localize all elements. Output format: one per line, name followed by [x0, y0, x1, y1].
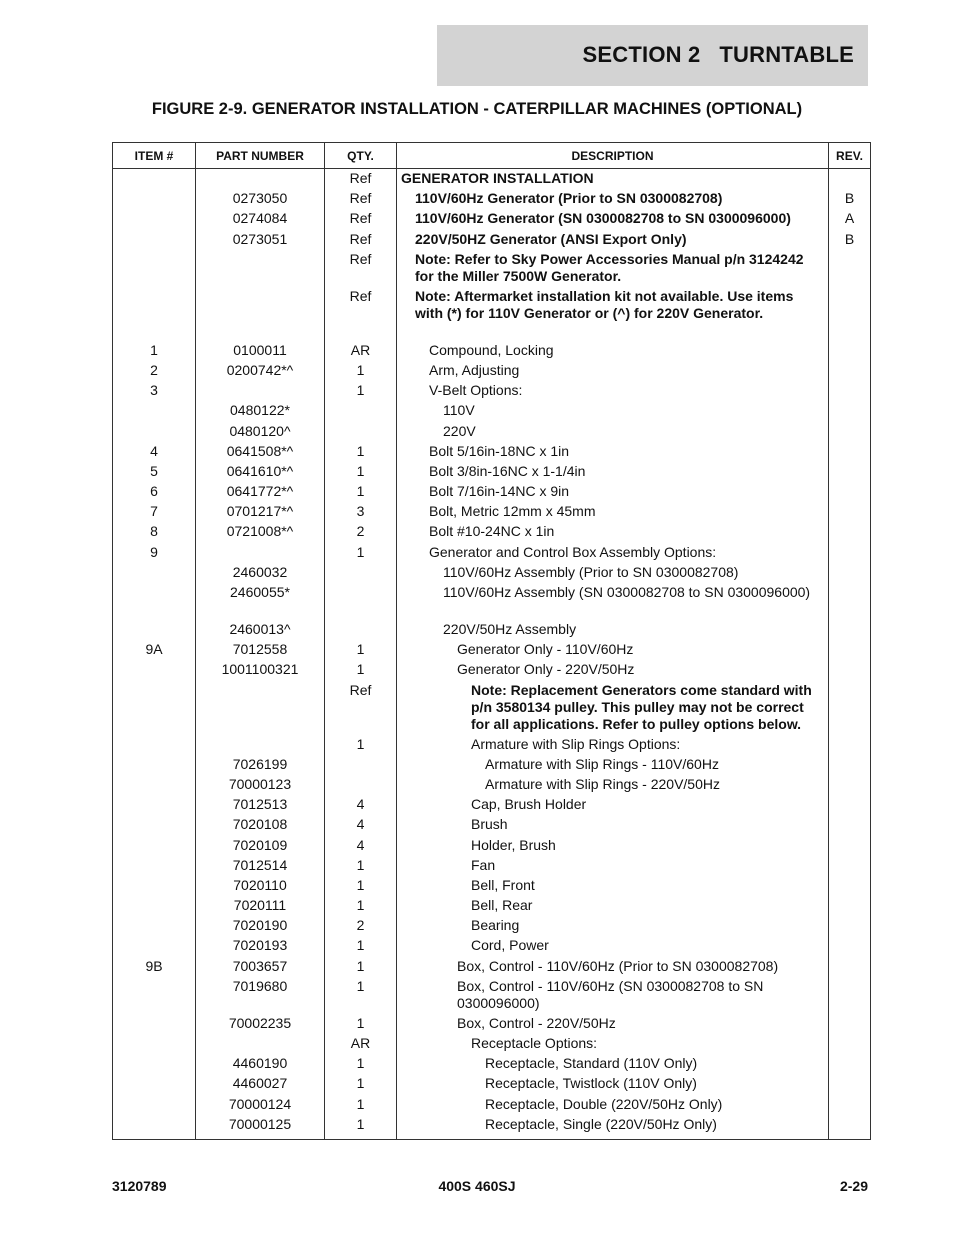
- column-header-part-number: PART NUMBER: [196, 143, 325, 169]
- item-number-cell: [113, 661, 196, 681]
- table-row: [113, 402, 871, 422]
- part-number-cell: 1001100321: [196, 661, 325, 681]
- item-number-cell: [113, 857, 196, 877]
- quantity-cell: 1: [325, 736, 397, 756]
- table-row: [113, 837, 871, 857]
- description-cell: Receptacle, Standard (110V Only): [397, 1055, 829, 1075]
- table-row: [113, 251, 871, 288]
- description-cell: Receptacle Options:: [397, 1035, 829, 1055]
- part-number-cell: 7020111: [196, 897, 325, 917]
- figure-title: FIGURE 2-9. GENERATOR INSTALLATION - CATERPILLAR MACHINES (OPTIONAL): [151, 100, 803, 118]
- quantity-cell: Ref: [325, 210, 397, 230]
- description-cell: Bolt 7/16in-14NC x 9in: [397, 483, 829, 503]
- part-number-cell: 7020193: [196, 937, 325, 957]
- description-cell: 110V/60Hz Generator (Prior to SN 0300082708): [397, 190, 829, 210]
- revision-cell: [829, 897, 871, 917]
- quantity-cell: 1: [325, 443, 397, 463]
- quantity-cell: Ref: [325, 190, 397, 210]
- part-number-cell: 0274084: [196, 210, 325, 230]
- description-cell: Brush: [397, 816, 829, 836]
- revision-cell: [829, 917, 871, 937]
- quantity-cell: AR: [325, 1035, 397, 1055]
- description-cell: Bell, Front: [397, 877, 829, 897]
- part-number-cell: 0200742*^: [196, 362, 325, 382]
- part-number-cell: 4460190: [196, 1055, 325, 1075]
- quantity-cell: Ref: [325, 251, 397, 288]
- revision-cell: [829, 523, 871, 543]
- quantity-cell: [325, 564, 397, 584]
- description-cell: 110V/60Hz Assembly (SN 0300082708 to SN 0300096000): [397, 584, 829, 621]
- table-row: [113, 1055, 871, 1075]
- revision-cell: [829, 816, 871, 836]
- description-cell: Cord, Power: [397, 937, 829, 957]
- revision-cell: [829, 776, 871, 796]
- description-cell: 110V: [397, 402, 829, 422]
- quantity-cell: Ref: [325, 231, 397, 251]
- part-number-cell: 2460055*: [196, 584, 325, 621]
- revision-cell: [829, 342, 871, 362]
- revision-cell: [829, 1116, 871, 1140]
- quantity-cell: 1: [325, 661, 397, 681]
- part-number-cell: 0480122*: [196, 402, 325, 422]
- description-cell: Bolt #10-24NC x 1in: [397, 523, 829, 543]
- description-cell: Note: Aftermarket installation kit not available. Use items with (*) for 110V Generator or (^) for 220V Generator.: [397, 288, 829, 342]
- revision-cell: [829, 402, 871, 422]
- description-cell: Generator Only - 110V/60Hz: [397, 641, 829, 661]
- part-number-cell: 0641772*^: [196, 483, 325, 503]
- description-cell: Generator and Control Box Assembly Options:: [397, 544, 829, 564]
- item-number-cell: [113, 402, 196, 422]
- revision-cell: [829, 756, 871, 776]
- quantity-cell: 1: [325, 1015, 397, 1035]
- quantity-cell: 2: [325, 917, 397, 937]
- revision-cell: B: [829, 190, 871, 210]
- parts-table-body: [113, 169, 871, 1140]
- item-number-cell: [113, 736, 196, 756]
- revision-cell: [829, 288, 871, 342]
- description-cell: Armature with Slip Rings - 220V/50Hz: [397, 776, 829, 796]
- revision-cell: [829, 544, 871, 564]
- item-number-cell: 2: [113, 362, 196, 382]
- footer-manual-number: 3120789: [112, 1178, 167, 1194]
- column-header-qty: QTY.: [325, 143, 397, 169]
- table-row: [113, 1096, 871, 1116]
- item-number-cell: [113, 621, 196, 641]
- item-number-cell: 9B: [113, 958, 196, 978]
- table-row: [113, 756, 871, 776]
- part-number-cell: [196, 544, 325, 564]
- item-number-cell: [113, 564, 196, 584]
- table-row: [113, 463, 871, 483]
- table-row: [113, 958, 871, 978]
- item-number-cell: [113, 1075, 196, 1095]
- part-number-cell: 7012513: [196, 796, 325, 816]
- table-row: [113, 776, 871, 796]
- quantity-cell: 1: [325, 877, 397, 897]
- part-number-cell: 4460027: [196, 1075, 325, 1095]
- item-number-cell: 7: [113, 503, 196, 523]
- part-number-cell: 7019680: [196, 978, 325, 1015]
- quantity-cell: 1: [325, 362, 397, 382]
- quantity-cell: [325, 621, 397, 641]
- description-cell: V-Belt Options:: [397, 382, 829, 402]
- revision-cell: [829, 1015, 871, 1035]
- revision-cell: [829, 621, 871, 641]
- part-number-cell: 7026199: [196, 756, 325, 776]
- table-row: [113, 978, 871, 1015]
- item-number-cell: [113, 796, 196, 816]
- quantity-cell: 1: [325, 463, 397, 483]
- revision-cell: [829, 1055, 871, 1075]
- item-number-cell: [113, 978, 196, 1015]
- revision-cell: [829, 736, 871, 756]
- part-number-cell: 0721008*^: [196, 523, 325, 543]
- item-number-cell: 6: [113, 483, 196, 503]
- item-number-cell: [113, 288, 196, 342]
- part-number-cell: 7020190: [196, 917, 325, 937]
- description-cell: Box, Control - 110V/60Hz (Prior to SN 0300082708): [397, 958, 829, 978]
- revision-cell: [829, 796, 871, 816]
- footer-model: 400S 460SJ: [438, 1178, 516, 1194]
- part-number-cell: [196, 682, 325, 736]
- quantity-cell: 3: [325, 503, 397, 523]
- quantity-cell: 1: [325, 1116, 397, 1140]
- table-row: [113, 362, 871, 382]
- parts-table: [112, 142, 871, 1140]
- description-cell: 220V/50HZ Generator (ANSI Export Only): [397, 231, 829, 251]
- item-number-cell: [113, 169, 196, 191]
- part-number-cell: 70002235: [196, 1015, 325, 1035]
- part-number-cell: 7020108: [196, 816, 325, 836]
- revision-cell: [829, 1075, 871, 1095]
- table-row: [113, 1075, 871, 1095]
- quantity-cell: 1: [325, 897, 397, 917]
- quantity-cell: 1: [325, 382, 397, 402]
- item-number-cell: 5: [113, 463, 196, 483]
- column-header-description: DESCRIPTION: [397, 143, 829, 169]
- item-number-cell: [113, 877, 196, 897]
- table-row: [113, 816, 871, 836]
- part-number-cell: [196, 382, 325, 402]
- revision-cell: [829, 682, 871, 736]
- part-number-cell: 0100011: [196, 342, 325, 362]
- part-number-cell: 0273050: [196, 190, 325, 210]
- table-row: [113, 917, 871, 937]
- table-row: [113, 1015, 871, 1035]
- table-header-row: [113, 143, 871, 169]
- quantity-cell: 1: [325, 1096, 397, 1116]
- item-number-cell: [113, 776, 196, 796]
- table-row: [113, 1116, 871, 1140]
- table-row: [113, 877, 871, 897]
- description-cell: 220V: [397, 423, 829, 443]
- quantity-cell: [325, 776, 397, 796]
- table-row: [113, 342, 871, 362]
- item-number-cell: 8: [113, 523, 196, 543]
- quantity-cell: 4: [325, 837, 397, 857]
- section-header: [437, 25, 868, 86]
- description-cell: GENERATOR INSTALLATION: [397, 169, 829, 191]
- item-number-cell: [113, 210, 196, 230]
- description-cell: Bolt, Metric 12mm x 45mm: [397, 503, 829, 523]
- quantity-cell: 1: [325, 544, 397, 564]
- table-row: [113, 190, 871, 210]
- item-number-cell: 3: [113, 382, 196, 402]
- item-number-cell: 4: [113, 443, 196, 463]
- column-header-rev: REV.: [829, 143, 871, 169]
- revision-cell: [829, 958, 871, 978]
- description-cell: Bearing: [397, 917, 829, 937]
- item-number-cell: [113, 190, 196, 210]
- part-number-cell: 0701217*^: [196, 503, 325, 523]
- table-row: [113, 483, 871, 503]
- item-number-cell: [113, 816, 196, 836]
- description-cell: Bolt 3/8in-16NC x 1-1/4in: [397, 463, 829, 483]
- part-number-cell: 70000124: [196, 1096, 325, 1116]
- quantity-cell: [325, 584, 397, 621]
- revision-cell: [829, 978, 871, 1015]
- table-row: [113, 641, 871, 661]
- part-number-cell: 2460013^: [196, 621, 325, 641]
- part-number-cell: [196, 1035, 325, 1055]
- item-number-cell: [113, 897, 196, 917]
- footer-page-number: 2-29: [839, 1178, 868, 1194]
- item-number-cell: [113, 837, 196, 857]
- table-row: [113, 503, 871, 523]
- description-cell: Note: Replacement Generators come standard with p/n 3580134 pulley. This pulley may not be correct for all applications. Refer to pulley options below.: [397, 682, 829, 736]
- revision-cell: [829, 362, 871, 382]
- table-row: [113, 796, 871, 816]
- part-number-cell: [196, 251, 325, 288]
- table-row: [113, 443, 871, 463]
- revision-cell: [829, 937, 871, 957]
- part-number-cell: 0641610*^: [196, 463, 325, 483]
- item-number-cell: [113, 1055, 196, 1075]
- description-cell: 220V/50Hz Assembly: [397, 621, 829, 641]
- table-row: [113, 621, 871, 641]
- description-cell: Receptacle, Double (220V/50Hz Only): [397, 1096, 829, 1116]
- description-cell: Note: Refer to Sky Power Accessories Manual p/n 3124242 for the Miller 7500W Generator.: [397, 251, 829, 288]
- revision-cell: [829, 641, 871, 661]
- item-number-cell: [113, 756, 196, 776]
- part-number-cell: 0273051: [196, 231, 325, 251]
- item-number-cell: [113, 1015, 196, 1035]
- section-title: SECTION 2 TURNTABLE: [582, 42, 854, 67]
- item-number-cell: [113, 682, 196, 736]
- item-number-cell: [113, 251, 196, 288]
- revision-cell: [829, 1035, 871, 1055]
- part-number-cell: 7012514: [196, 857, 325, 877]
- revision-cell: [829, 857, 871, 877]
- item-number-cell: 1: [113, 342, 196, 362]
- description-cell: 110V/60Hz Assembly (Prior to SN 0300082708): [397, 564, 829, 584]
- item-number-cell: [113, 423, 196, 443]
- quantity-cell: 1: [325, 958, 397, 978]
- description-cell: Compound, Locking: [397, 342, 829, 362]
- revision-cell: [829, 443, 871, 463]
- table-row: [113, 897, 871, 917]
- revision-cell: [829, 837, 871, 857]
- quantity-cell: Ref: [325, 682, 397, 736]
- part-number-cell: 7012558: [196, 641, 325, 661]
- item-number-cell: [113, 584, 196, 621]
- part-number-cell: 7003657: [196, 958, 325, 978]
- quantity-cell: [325, 402, 397, 422]
- revision-cell: [829, 877, 871, 897]
- quantity-cell: Ref: [325, 169, 397, 191]
- revision-cell: [829, 1096, 871, 1116]
- description-cell: Receptacle, Single (220V/50Hz Only): [397, 1116, 829, 1140]
- item-number-cell: [113, 917, 196, 937]
- description-cell: Armature with Slip Rings - 110V/60Hz: [397, 756, 829, 776]
- part-number-cell: 7020110: [196, 877, 325, 897]
- description-cell: Box, Control - 110V/60Hz (SN 0300082708 to SN 0300096000): [397, 978, 829, 1015]
- item-number-cell: [113, 1096, 196, 1116]
- quantity-cell: 1: [325, 937, 397, 957]
- revision-cell: [829, 251, 871, 288]
- table-row: [113, 564, 871, 584]
- revision-cell: [829, 564, 871, 584]
- part-number-cell: 2460032: [196, 564, 325, 584]
- description-cell: Box, Control - 220V/50Hz: [397, 1015, 829, 1035]
- table-row: [113, 584, 871, 621]
- quantity-cell: 1: [325, 483, 397, 503]
- revision-cell: [829, 423, 871, 443]
- revision-cell: [829, 584, 871, 621]
- quantity-cell: [325, 423, 397, 443]
- table-row: [113, 661, 871, 681]
- quantity-cell: 4: [325, 816, 397, 836]
- item-number-cell: [113, 1116, 196, 1140]
- table-row: [113, 523, 871, 543]
- part-number-cell: 70000123: [196, 776, 325, 796]
- part-number-cell: 70000125: [196, 1116, 325, 1140]
- description-cell: Bell, Rear: [397, 897, 829, 917]
- quantity-cell: 1: [325, 1075, 397, 1095]
- revision-cell: [829, 503, 871, 523]
- description-cell: Arm, Adjusting: [397, 362, 829, 382]
- part-number-cell: [196, 169, 325, 191]
- revision-cell: [829, 382, 871, 402]
- part-number-cell: 0480120^: [196, 423, 325, 443]
- table-row: [113, 423, 871, 443]
- quantity-cell: 1: [325, 641, 397, 661]
- item-number-cell: 9: [113, 544, 196, 564]
- description-cell: 110V/60Hz Generator (SN 0300082708 to SN 0300096000): [397, 210, 829, 230]
- description-cell: Holder, Brush: [397, 837, 829, 857]
- revision-cell: [829, 661, 871, 681]
- table-row: [113, 210, 871, 230]
- description-cell: Bolt 5/16in-18NC x 1in: [397, 443, 829, 463]
- part-number-cell: [196, 288, 325, 342]
- table-row: [113, 937, 871, 957]
- quantity-cell: 4: [325, 796, 397, 816]
- table-row: [113, 382, 871, 402]
- quantity-cell: Ref: [325, 288, 397, 342]
- table-row: [113, 1035, 871, 1055]
- table-row: [113, 169, 871, 191]
- table-row: [113, 736, 871, 756]
- revision-cell: B: [829, 231, 871, 251]
- revision-cell: [829, 463, 871, 483]
- table-row: [113, 288, 871, 342]
- description-cell: Cap, Brush Holder: [397, 796, 829, 816]
- revision-cell: [829, 483, 871, 503]
- table-row: [113, 544, 871, 564]
- item-number-cell: [113, 1035, 196, 1055]
- quantity-cell: 2: [325, 523, 397, 543]
- part-number-cell: [196, 736, 325, 756]
- part-number-cell: 7020109: [196, 837, 325, 857]
- column-header-item: ITEM #: [113, 143, 196, 169]
- item-number-cell: [113, 231, 196, 251]
- description-cell: Receptacle, Twistlock (110V Only): [397, 1075, 829, 1095]
- description-cell: Fan: [397, 857, 829, 877]
- item-number-cell: [113, 937, 196, 957]
- description-cell: Armature with Slip Rings Options:: [397, 736, 829, 756]
- table-row: [113, 857, 871, 877]
- part-number-cell: 0641508*^: [196, 443, 325, 463]
- description-cell: Generator Only - 220V/50Hz: [397, 661, 829, 681]
- quantity-cell: 1: [325, 1055, 397, 1075]
- revision-cell: [829, 169, 871, 191]
- quantity-cell: 1: [325, 978, 397, 1015]
- revision-cell: A: [829, 210, 871, 230]
- table-row: [113, 231, 871, 251]
- quantity-cell: 1: [325, 857, 397, 877]
- quantity-cell: [325, 756, 397, 776]
- table-row: [113, 682, 871, 736]
- item-number-cell: 9A: [113, 641, 196, 661]
- quantity-cell: AR: [325, 342, 397, 362]
